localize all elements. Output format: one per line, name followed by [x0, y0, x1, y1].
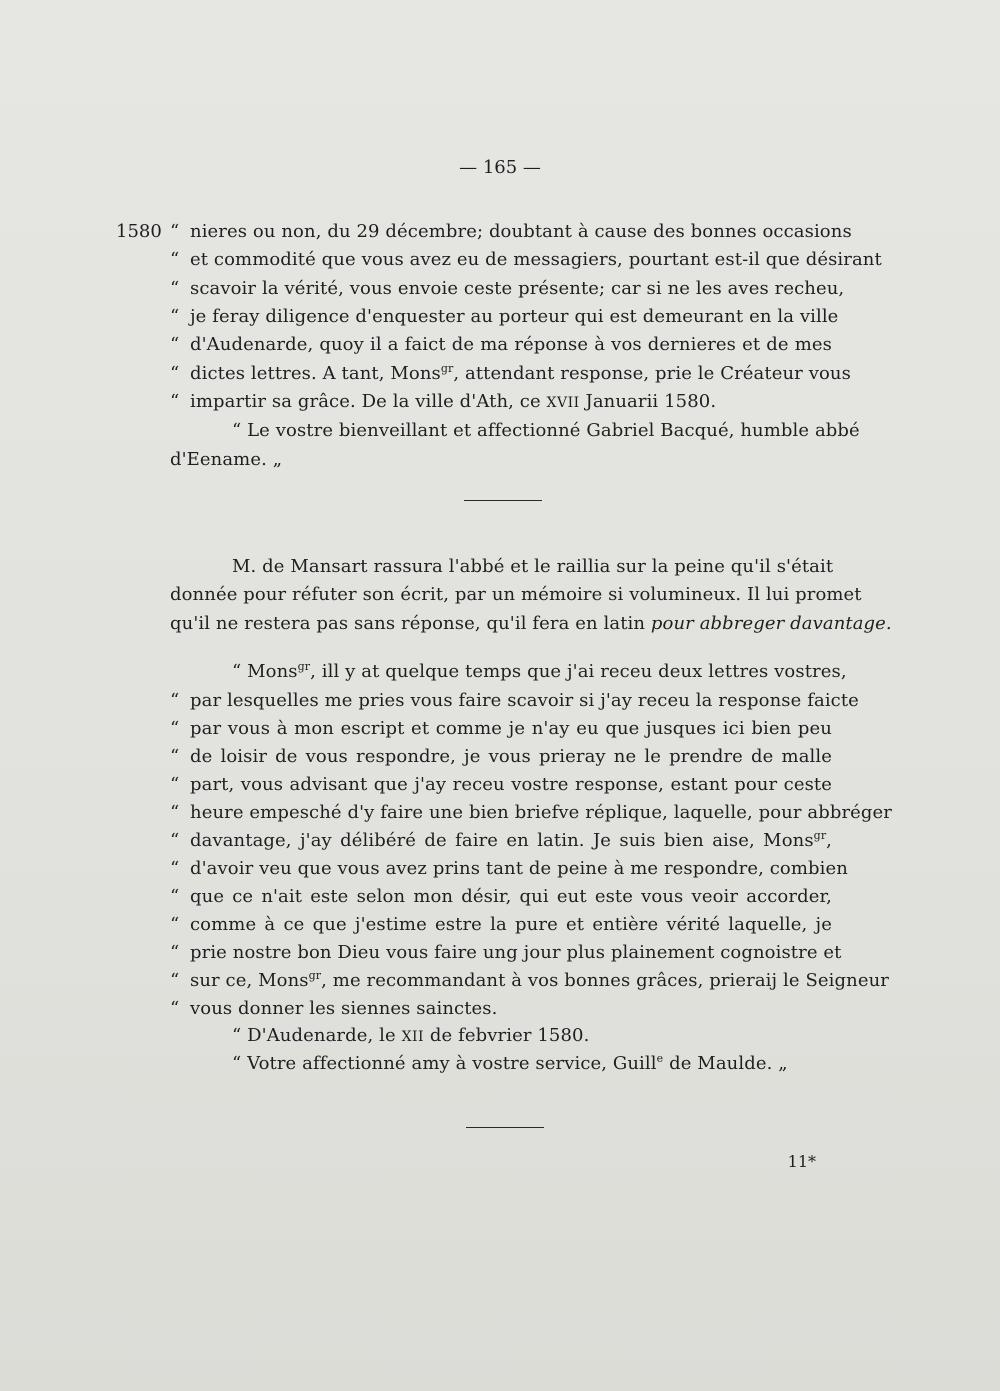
text-line: d'Eename. „	[170, 449, 283, 470]
text-line: donnée pour réfuter son écrit, par un mémoire si volumineux. Il lui promet	[170, 584, 862, 605]
text-line: “ je feray diligence d'enquester au porteur qui est demeurant en la ville	[170, 306, 839, 327]
text-line: “ dictes lettres. A tant, Mons$^{gr}$, attendant response, prie le Créateur vous	[170, 362, 851, 384]
text-line: “ et commodité que vous avez eu de messagiers, pourtant est-il que désirant	[170, 249, 882, 270]
text-line: “ Mons$^{gr}$, ill y at quelque temps que j'ai receu deux lettres vostres,	[232, 660, 847, 682]
text-line: “ d'avoir veu que vous avez prins tant de peine à me respondre, combien	[170, 858, 848, 879]
text-line: “ part, vous advisant que j'ay receu vostre response, estant pour ceste	[170, 774, 832, 795]
text-line: “ impartir sa grâce. De la ville d'Ath, ce XVII Januarii 1580.	[170, 391, 717, 412]
text-line: “ scavoir la vérité, vous envoie ceste présente; car si ne les aves recheu,	[170, 278, 845, 299]
text-line: “ D'Audenarde, le XII de febvrier 1580.	[232, 1025, 590, 1046]
text-line: “ par lesquelles me pries vous faire scavoir si j'ay receu la response faicte	[170, 690, 859, 711]
text-line: “ que ce n'ait este selon mon désir, qui eut este vous veoir accorder,	[170, 886, 832, 907]
section-divider	[466, 1127, 544, 1128]
text-line: “ prie nostre bon Dieu vous faire ung jour plus plainement cognoistre et	[170, 942, 842, 963]
text-line: “ d'Audenarde, quoy il a faict de ma réponse à vos dernieres et de mes	[170, 334, 832, 355]
text-line: “ comme à ce que j'estime estre la pure et entière vérité laquelle, je	[170, 914, 832, 935]
text-line: “ nieres ou non, du 29 décembre; doubtant à cause des bonnes occasions	[170, 221, 852, 242]
page-number: — 165 —	[459, 157, 541, 178]
text-line: “ davantage, j'ay délibéré de faire en latin. Je suis bien aise, Mons$^{gr}$,	[170, 829, 832, 851]
text-line: “ vous donner les siennes sainctes.	[170, 998, 498, 1019]
signature-mark: 11*	[787, 1152, 816, 1171]
text-line: “ Votre affectionné amy à vostre service, Guill$^e$ de Maulde. „	[232, 1052, 788, 1074]
text-line: M. de Mansart rassura l'abbé et le raillia sur la peine qu'il s'était	[232, 556, 834, 577]
text-line: qu'il ne restera pas sans réponse, qu'il fera en latin pour abbreger davantage.	[170, 613, 892, 634]
text-line: “ sur ce, Mons$^{gr}$, me recommandant à vos bonnes grâces, prieraij le Seigneur	[170, 969, 889, 991]
section-divider	[464, 500, 542, 501]
margin-year: 1580	[116, 221, 162, 242]
text-line: “ par vous à mon escript et comme je n'ay eu que jusques ici bien peu	[170, 718, 832, 739]
text-line: “ Le vostre bienveillant et affectionné Gabriel Bacqué, humble abbé	[232, 420, 860, 441]
text-line: “ heure empesché d'y faire une bien briefve réplique, laquelle, pour abbréger	[170, 802, 892, 823]
text-line: “ de loisir de vous respondre, je vous prieray ne le prendre de malle	[170, 746, 832, 767]
